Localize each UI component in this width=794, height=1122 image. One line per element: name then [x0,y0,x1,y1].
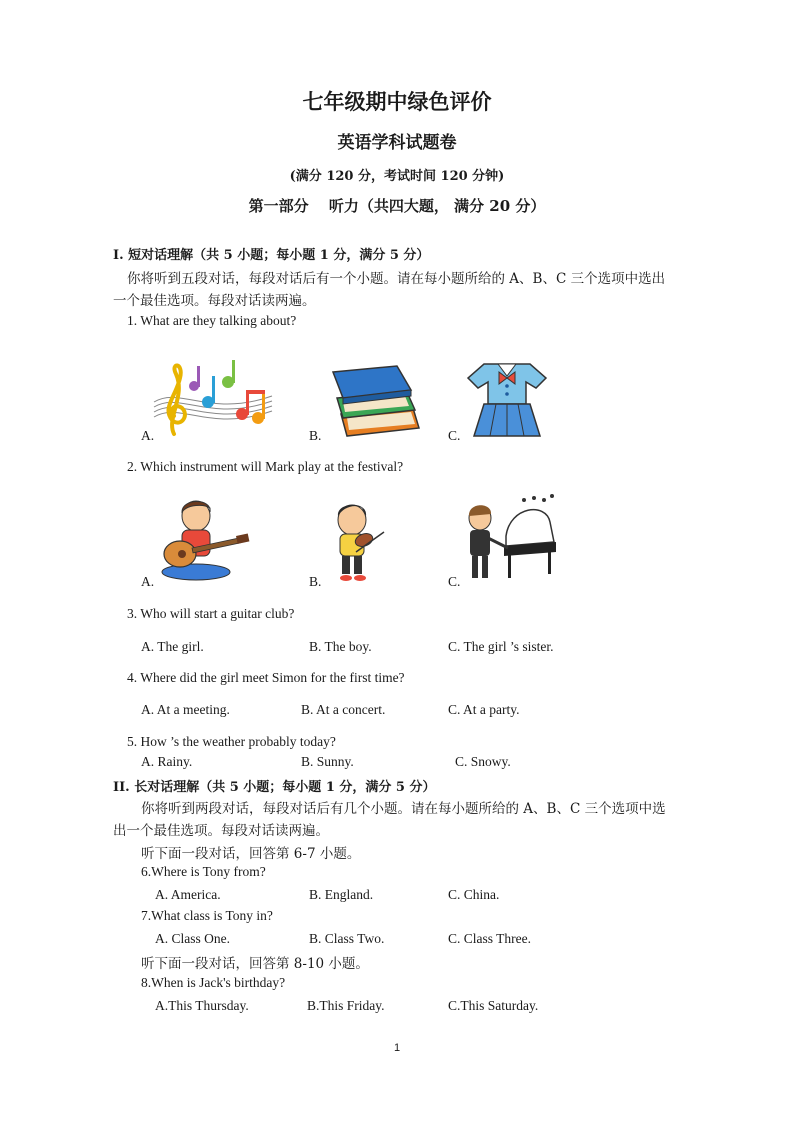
q7-option-b: B. Class Two. [309,931,385,946]
part-heading: 第一部分 听力（共四大题， 满分 20 分） [248,197,546,215]
q5-option-c: C. Snowy. [455,754,511,769]
q6-option-b: B. England. [309,887,374,902]
q8-option-c: C.This Saturday. [448,998,539,1013]
q1-option-c: C. [448,428,461,443]
boy-violin-icon [326,500,386,584]
section2-instruction-line1: 你将听到两段对话，每段对话后有几个小题。请在每小题所给的 A、B、C 三个选项中选 [141,801,666,817]
question-1: 1. What are they talking about? [127,313,297,328]
section1-heading: I. 短对话理解（共 5 小题；每小题 1 分，满分 5 分） [113,248,430,263]
q2-option-b: B. [309,574,322,589]
listen-instruction-6-7: 听下面一段对话，回答第 6-7 小题。 [141,846,361,862]
listen-instruction-8-10: 听下面一段对话，回答第 8-10 小题。 [141,956,369,972]
boy-piano-icon [466,492,558,582]
q6-option-c: C. China. [448,887,500,902]
question-2: 2. Which instrument will Mark play at the festival? [127,459,404,474]
school-uniform-icon [466,358,548,440]
q3-option-b: B. The boy. [309,639,372,654]
boy-guitar-icon [158,498,250,582]
q8-option-b: B.This Friday. [307,998,385,1013]
q4-option-c: C. At a party. [448,702,520,717]
q5-option-a: A. Rainy. [141,754,193,769]
section1-instruction-line1: 你将听到五段对话，每段对话后有一个小题。请在每小题所给的 A、B、C 三个选项中选出 [127,271,666,287]
question-8: 8.When is Jack's birthday? [141,975,286,990]
exam-title: 七年级期中绿色评价 [302,89,492,114]
q7-option-c: C. Class Three. [448,931,531,946]
q4-option-b: B. At a concert. [301,702,386,717]
question-6: 6.Where is Tony from? [141,864,266,879]
q1-option-a: A. [141,428,155,443]
question-5: 5. How ’s the weather probably today? [127,734,336,749]
music-notes-icon [150,356,276,438]
exam-subtitle: 英语学科试题卷 [337,133,457,153]
q6-option-a: A. America. [155,887,221,902]
q5-option-b: B. Sunny. [301,754,354,769]
books-icon [327,362,423,438]
q8-option-a: A.This Thursday. [155,998,249,1013]
q4-option-a: A. At a meeting. [141,702,230,717]
section2-instruction-line2: 出一个最佳选项。每段对话读两遍。 [113,823,329,839]
page-number: 1 [393,1042,401,1054]
q3-option-c: C. The girl ’s sister. [448,639,554,654]
question-4: 4. Where did the girl meet Simon for the first time? [127,670,405,685]
q2-option-a: A. [141,574,155,589]
q2-option-c: C. [448,574,461,589]
q7-option-a: A. Class One. [155,931,230,946]
question-3: 3. Who will start a guitar club? [127,606,295,621]
exam-note: (满分 120 分，考试时间 120 分钟) [289,169,505,184]
q3-option-a: A. The girl. [141,639,204,654]
question-7: 7.What class is Tony in? [141,908,273,923]
section1-instruction-line2: 一个最佳选项。每段对话读两遍。 [113,293,316,309]
q1-option-b: B. [309,428,322,443]
section2-heading: II. 长对话理解（共 5 小题；每小题 1 分，满分 5 分） [113,780,436,795]
